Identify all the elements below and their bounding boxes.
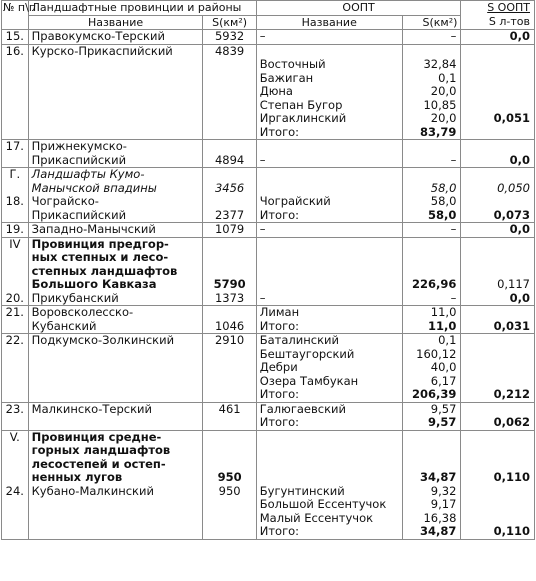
row-num-value: 24. — [5, 483, 24, 498]
header-row-1 — [2, 1, 535, 16]
ratio-value: 0,0 — [509, 290, 530, 305]
row-ratio — [461, 306, 535, 334]
group-area: 3456 — [214, 180, 245, 195]
row-oopt — [256, 44, 402, 140]
row-name — [28, 306, 203, 334]
oopt-total-label: Итого: — [259, 387, 300, 401]
row-area: 5932 — [203, 30, 256, 45]
group-ratio: 0,117 — [497, 277, 530, 291]
row-oopt — [256, 306, 402, 334]
header-s-ratio-bottom: S л-тов — [488, 14, 530, 28]
row-name: Правокумско-Терский — [28, 30, 203, 45]
row-area — [203, 168, 256, 223]
oopt-area: 9,32 — [430, 483, 457, 498]
table-row — [2, 44, 535, 140]
oopt-area: 58,0 — [430, 194, 457, 208]
oopt-area: 40,0 — [430, 360, 457, 374]
oopt-total-label: Итого: — [259, 524, 300, 538]
group-name: Провинция предгор- — [31, 236, 169, 251]
group-name: Провинция средне- — [31, 429, 162, 444]
oopt-area: 160,12 — [416, 346, 457, 361]
header-provinces: Ландшафтные провинции и районы — [28, 1, 256, 16]
group-ratio: 0,050 — [497, 180, 530, 195]
ratio-value: 0,110 — [493, 524, 530, 538]
oopt-name: Чограйский — [259, 194, 331, 208]
oopt-total-label: Итого: — [259, 124, 300, 139]
name-line: Прижнекумско- — [31, 139, 127, 153]
ratio-value: 0,0 — [509, 152, 530, 167]
row-area: 461 — [203, 402, 256, 430]
oopt-area: 0,1 — [438, 333, 457, 347]
oopt-name: Бештаугорский — [259, 346, 355, 361]
group-ratio: 0,110 — [493, 470, 530, 484]
header-area-right: S(км²) — [402, 15, 461, 30]
oopt-total: 34,87 — [420, 524, 457, 538]
row-oopt-area — [402, 334, 461, 403]
row-num: 15. — [2, 30, 29, 45]
oopt-total: 11,0 — [428, 318, 457, 333]
row-num: 19. — [2, 223, 29, 238]
ratio-value: 0,031 — [493, 318, 530, 333]
row-name — [28, 140, 203, 168]
landscape-table — [1, 0, 535, 540]
header-oopt: ООПТ — [256, 1, 461, 16]
oopt-name: – — [259, 152, 266, 167]
group-name: ненных лугов — [31, 470, 123, 484]
oopt-area: 9,57 — [430, 401, 457, 416]
oopt-area: 20,0 — [430, 84, 457, 98]
row-oopt — [256, 430, 402, 539]
row-name: Малкинско-Терский — [28, 402, 203, 430]
oopt-area: 9,17 — [430, 497, 457, 511]
table-row — [2, 168, 535, 223]
row-num-value: 18. — [5, 194, 24, 208]
oopt-total: 83,79 — [420, 124, 457, 139]
oopt-name: Восточный — [259, 57, 326, 71]
oopt-total-label: Итого: — [259, 207, 300, 222]
table-row — [2, 237, 535, 306]
table-row — [2, 140, 535, 168]
row-oopt-area — [402, 140, 461, 168]
group-num: Г. — [9, 167, 21, 181]
row-oopt-area — [402, 306, 461, 334]
group-name: Ландшафты Кумо- — [31, 167, 145, 181]
row-area — [203, 140, 256, 168]
oopt-name: Дебри — [259, 360, 298, 374]
oopt-name: – — [259, 290, 266, 305]
oopt-total: 9,57 — [428, 415, 457, 429]
row-name: Подкумско-Золкинский — [28, 334, 203, 403]
row-num — [2, 168, 29, 223]
row-oopt-area — [402, 402, 461, 430]
area-value: 950 — [218, 483, 241, 498]
row-ratio: 0,0 — [461, 30, 535, 45]
name-line: Кубанский — [31, 318, 97, 333]
row-num: 16. — [2, 44, 29, 140]
header-num-text: № п\п — [3, 1, 37, 14]
oopt-area: 6,17 — [430, 373, 457, 388]
oopt-total: 58,0 — [428, 207, 457, 222]
ratio-value: 0,062 — [493, 415, 530, 429]
row-oopt: – — [256, 30, 402, 45]
table-row — [2, 402, 535, 430]
row-name — [28, 237, 203, 306]
row-oopt-area — [402, 168, 461, 223]
header-num — [2, 1, 37, 30]
oopt-area: 11,0 — [430, 305, 457, 319]
group-name: ных степных и лесо- — [31, 250, 169, 264]
header-name-right: Название — [256, 15, 402, 30]
row-num — [2, 237, 29, 306]
oopt-name: Бажиган — [259, 70, 314, 85]
row-oopt: – — [256, 223, 402, 238]
row-num: 22. — [2, 334, 29, 403]
row-area: 2910 — [203, 334, 256, 403]
header-s-ratio-top: S ООПТ — [487, 1, 530, 14]
oopt-name: Бугунтинский — [259, 483, 345, 498]
oopt-name: Иргаклинский — [259, 111, 347, 125]
row-oopt — [256, 140, 402, 168]
oopt-area: 16,38 — [423, 510, 457, 525]
oopt-name: Галюгаевский — [259, 401, 346, 416]
row-ratio — [461, 334, 535, 403]
oopt-name: Озера Тамбукан — [259, 373, 359, 388]
oopt-name: Степан Бугор — [259, 97, 343, 112]
group-name: горных ландшафтов — [31, 443, 171, 457]
name-line: Чограйско- — [31, 194, 99, 208]
row-ratio — [461, 430, 535, 539]
oopt-name: Баталинский — [259, 333, 339, 347]
row-area — [203, 306, 256, 334]
row-oopt-area — [402, 237, 461, 306]
oopt-area: 0,1 — [438, 70, 457, 85]
area-value: 4894 — [214, 152, 245, 167]
header-s-ratio — [461, 1, 535, 30]
oopt-name: Лиман — [259, 305, 300, 319]
name-line: Воровсколесско- — [31, 305, 134, 319]
group-area: 950 — [217, 470, 242, 484]
area-value: 1373 — [214, 290, 245, 305]
row-oopt-area: – — [402, 30, 461, 45]
name-line: Прикаспийский — [31, 152, 127, 167]
row-area: 4839 — [203, 44, 256, 140]
row-oopt — [256, 334, 402, 403]
row-ratio — [461, 140, 535, 168]
row-oopt-area — [402, 430, 461, 539]
row-ratio: 0,0 — [461, 223, 535, 238]
row-num: 17. — [2, 140, 29, 168]
group-name: Большого Кавказа — [31, 277, 157, 291]
ratio-value: 0,073 — [493, 207, 530, 222]
row-ratio — [461, 237, 535, 306]
table-row — [2, 30, 535, 45]
row-num — [2, 430, 29, 539]
name-line: Прикаспийский — [31, 207, 127, 222]
row-name — [28, 430, 203, 539]
row-oopt — [256, 168, 402, 223]
oopt-total-label: Итого: — [259, 318, 300, 333]
group-oopt-area: 226,96 — [412, 277, 457, 291]
oopt-area: 32,84 — [423, 57, 457, 71]
row-oopt-area: – — [402, 223, 461, 238]
oopt-area: 20,0 — [430, 111, 457, 125]
oopt-name: Дюна — [259, 84, 293, 98]
ratio-value: 0,212 — [493, 387, 530, 401]
row-oopt — [256, 237, 402, 306]
group-name: лесостепей и остеп- — [31, 456, 166, 471]
row-area: 1079 — [203, 223, 256, 238]
table-row — [2, 334, 535, 403]
area-value: 2377 — [214, 207, 245, 222]
row-ratio — [461, 402, 535, 430]
table-row — [2, 223, 535, 238]
name-line: Кубано-Малкинский — [31, 483, 154, 498]
row-ratio — [461, 168, 535, 223]
area-value: 1046 — [214, 318, 245, 333]
row-area — [203, 430, 256, 539]
row-oopt-area — [402, 44, 461, 140]
group-num: V. — [9, 429, 20, 444]
group-area: 5790 — [213, 277, 246, 291]
header-row-2 — [2, 15, 535, 30]
oopt-total-label: Итого: — [259, 415, 300, 429]
row-oopt — [256, 402, 402, 430]
group-name: степных ландшафтов — [31, 263, 178, 278]
row-num-value: 20. — [5, 290, 24, 305]
oopt-total: 206,39 — [412, 387, 457, 401]
header-area-left: S(км²) — [203, 15, 256, 30]
group-name: Манычской впадины — [31, 180, 157, 195]
oopt-area: 10,85 — [423, 97, 457, 112]
row-area — [203, 237, 256, 306]
row-ratio — [461, 44, 535, 140]
row-name: Курско-Прикаспийский — [28, 44, 203, 140]
row-num: 23. — [2, 402, 29, 430]
row-name: Западно-Манычский — [28, 223, 203, 238]
header-name-left: Название — [28, 15, 203, 30]
oopt-name: Большой Ессентучок — [259, 497, 387, 511]
oopt-area: – — [450, 290, 457, 305]
oopt-area: – — [450, 152, 457, 167]
group-num: IV — [9, 236, 21, 251]
oopt-name: Малый Ессентучок — [259, 510, 374, 525]
table-row — [2, 430, 535, 539]
table-row — [2, 306, 535, 334]
group-oopt-area: 34,87 — [420, 470, 457, 484]
ratio-value: 0,051 — [493, 111, 530, 125]
name-line: Прикубанский — [31, 290, 119, 305]
group-oopt-area: 58,0 — [430, 180, 457, 195]
row-name — [28, 168, 203, 223]
row-num: 21. — [2, 306, 29, 334]
